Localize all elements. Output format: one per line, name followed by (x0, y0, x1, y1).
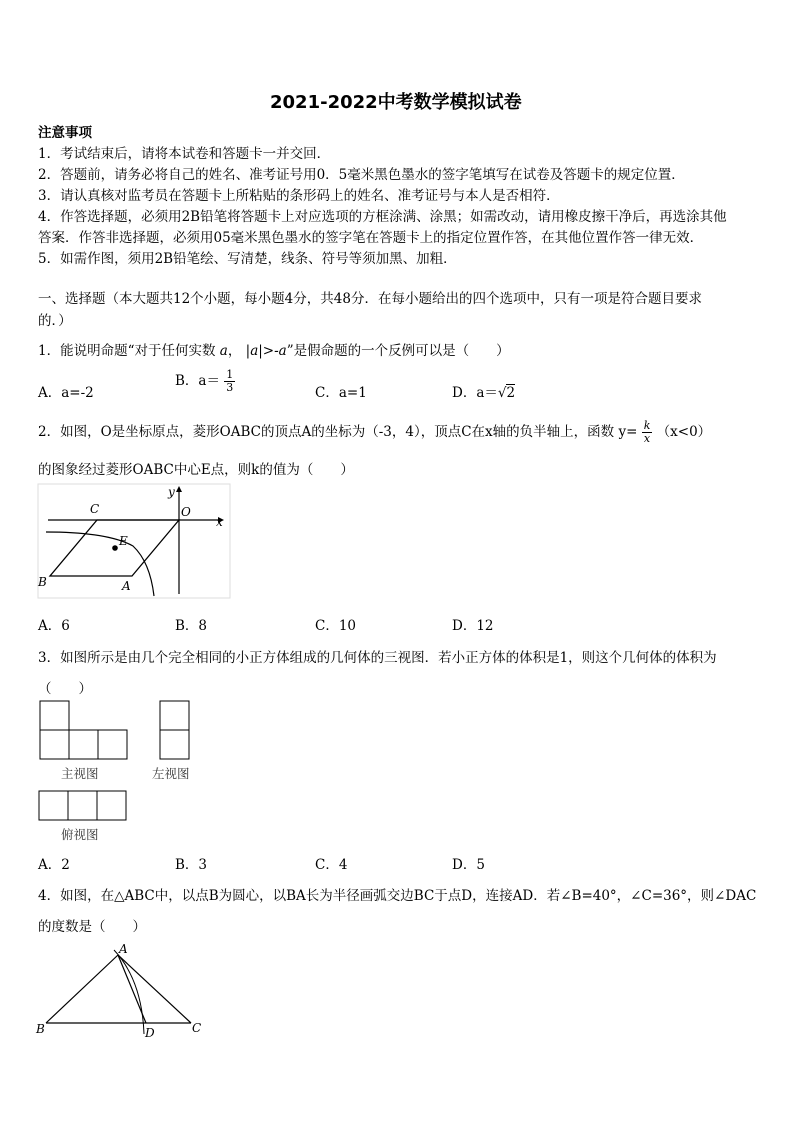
notice-heading: 注意事项 (38, 125, 92, 141)
q1-option-d (452, 381, 515, 401)
q4-figure (34, 940, 214, 1040)
y-axis-arrow-icon (176, 486, 182, 492)
top-view (39, 791, 126, 820)
label-C: C (90, 502, 100, 516)
q2-option-c: C．10 (315, 618, 357, 634)
label-y: y (168, 485, 175, 499)
q3-option-b: B．3 (175, 857, 208, 873)
segment-AC (118, 955, 191, 1023)
notice-item-4-cont: 答案．作答非选择题，必须用05毫米黑色墨水的签字笔在答题卡上的指定位置作答，在其他位置作答一律无效． (38, 230, 704, 246)
arc-from-B (114, 950, 144, 1034)
q2-fraction-denominator: x (643, 432, 651, 445)
q2-figure (38, 484, 238, 600)
q1-var-a: a (219, 343, 228, 359)
q2-option-a: A．6 (38, 618, 70, 634)
q2-figure-frame (38, 484, 230, 598)
q1-stem-pre: 1．能说明命题“对于任何实数 (38, 343, 216, 359)
label-A: A (119, 942, 128, 956)
label-x: x (216, 515, 223, 529)
section-header-line2: 的．） (38, 313, 72, 329)
exam-title: 2021-2022中考数学模拟试卷 (270, 92, 522, 113)
front-view-label: 主视图 (61, 766, 99, 781)
q1-option-d-prefix: D．a＝ (452, 385, 498, 401)
q4-stem-line1: 4．如图，在△ABC中，以点B为圆心，以BA长为半径画弧交边BC于点D，连接AD．若∠B=40°，∠C=36°，则∠DAC (38, 888, 757, 904)
label-E: E (119, 534, 128, 548)
segment-AB (46, 955, 118, 1023)
top-view-label: 俯视图 (61, 827, 99, 842)
q1-option-b-numerator: 1 (226, 368, 234, 381)
label-D: D (145, 1026, 155, 1040)
q3-stem-line2: （ ） (38, 681, 92, 697)
q1-option-b-denominator: 3 (226, 381, 234, 394)
q1-stem-post: ”是假命题的一个反例可以是（ ） (286, 343, 510, 359)
q1-stem: 1．能说明命题“对于任何实数 a， |a|>-a”是假命题的一个反例可以是（ ） (38, 343, 510, 359)
front-view (40, 701, 127, 759)
q3-option-a: A．2 (38, 857, 70, 873)
label-B: B (36, 1022, 45, 1036)
q2-condition: （x<0） (656, 424, 712, 440)
q2-stem-line1 (38, 420, 711, 445)
q2-option-b: B．8 (175, 618, 208, 634)
sqrt-icon: √ (497, 385, 507, 401)
q1-option-a: A．a=-2 (38, 385, 94, 401)
q4-stem-line2: 的度数是（ ） (38, 919, 146, 935)
q1-option-d-radicand: 2 (506, 385, 516, 401)
q2-stem-text: 2．如图，O是坐标原点，菱形OABC的顶点A的坐标为（-3，4），顶点C在x轴的负半轴上，函数 y= (38, 424, 638, 440)
point-E (112, 545, 118, 551)
notice-item-1: 1．考试结束后，请将本试卷和答题卡一并交回． (38, 146, 331, 162)
q1-option-c: C．a=1 (315, 385, 367, 401)
notice-item-3: 3．请认真核对监考员在答题卡上所粘贴的条形码上的姓名、准考证号与本人是否相符． (38, 188, 560, 204)
section-header-line1: 一、选择题（本大题共12个小题，每小题4分，共48分．在每小题给出的四个选项中，只有一项是符合题目要求 (38, 291, 702, 307)
q2-fraction (642, 420, 653, 445)
q2-option-d: D．12 (452, 618, 494, 634)
notice-item-4: 4．作答选择题，必须用2B铅笔将答题卡上对应选项的方框涂满、涂黑；如需改动，请用橡皮擦干净后，再选涂其他 (38, 209, 727, 225)
left-view-label: 左视图 (152, 766, 190, 781)
q3-option-d: D．5 (452, 857, 485, 873)
label-O: O (181, 505, 191, 519)
q1-option-b-fraction (224, 369, 235, 394)
q1-option-b (175, 369, 235, 394)
q2-fraction-numerator: k (643, 419, 651, 432)
q3-option-c: C．4 (315, 857, 348, 873)
label-C: C (192, 1021, 202, 1035)
q3-stem-line1: 3．如图所示是由几个完全相同的小正方体组成的几何体的三视图．若小正方体的体积是1，则这个几何体的体积为 (38, 650, 717, 666)
label-B: B (38, 575, 47, 589)
left-view (160, 701, 189, 759)
q1-abs-expr: |a|>-a (245, 343, 287, 359)
q1-option-b-prefix: B．a＝ (175, 373, 220, 389)
q3-three-views (38, 700, 198, 824)
notice-item-2: 2．答题前，请务必将自己的姓名、准考证号用0．5毫米黑色墨水的签字笔填写在试卷及答题卡的规定位置． (38, 167, 685, 183)
label-A: A (122, 579, 131, 593)
hyperbola-curve (46, 532, 154, 596)
q2-stem-line2: 的图象经过菱形OABC中心E点，则k的值为（ ） (38, 462, 354, 478)
notice-item-5: 5．如需作图，须用2B铅笔绘、写清楚，线条、符号等须加黑、加粗． (38, 251, 457, 267)
